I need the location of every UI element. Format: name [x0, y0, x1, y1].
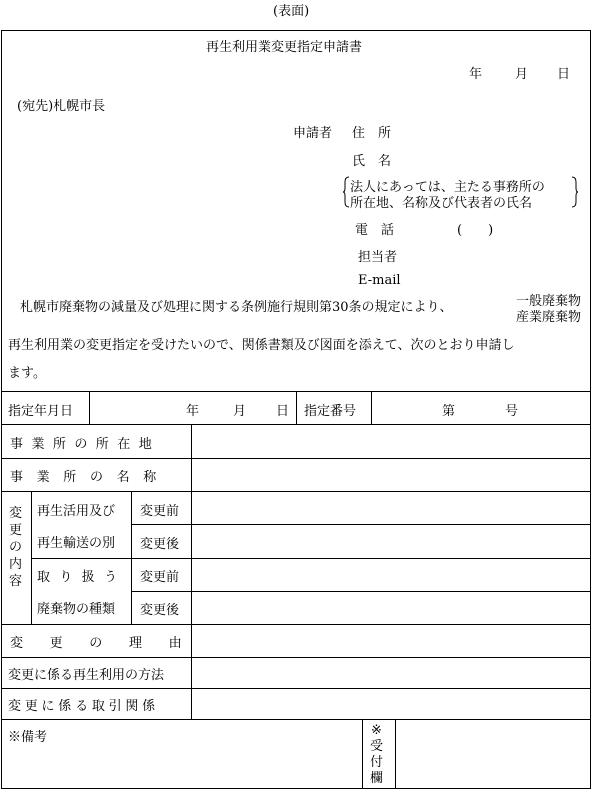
change-content-char: 容 — [9, 574, 23, 589]
waste-kind-label-1: 取 り 扱 う — [37, 570, 120, 585]
side-label: (表面) — [273, 4, 310, 19]
waste-type-industrial: 産業廃棄物 — [516, 310, 582, 325]
row-line — [1, 688, 591, 689]
phone-label: 電 話 — [355, 223, 395, 238]
designation-month-label: 月 — [233, 404, 247, 419]
change-content-char: 更 — [9, 523, 23, 538]
reason-label: 変更の理由 — [10, 636, 209, 651]
method-label: 変更に係る再生利用の方法 — [8, 668, 165, 683]
form-title: 再生利用業変更指定申請書 — [206, 40, 363, 55]
date-month-label: 月 — [515, 67, 529, 82]
email-label: E-mail — [358, 273, 401, 288]
change-content-char: 変 — [9, 506, 23, 521]
addressee: (宛先)札幌市長 — [17, 99, 106, 114]
row-line — [1, 424, 591, 425]
waste-after-label: 変更後 — [140, 603, 180, 618]
reception-char: 受 — [370, 739, 384, 754]
reception-char: 付 — [370, 755, 384, 770]
corp-note-line2: 所在地、名称及び代表者の氏名 — [350, 196, 533, 211]
name-label: 氏 名 — [352, 154, 392, 169]
waste-before-label: 変更前 — [140, 570, 180, 585]
change-content-char: の — [9, 540, 23, 555]
col-line — [362, 719, 363, 789]
office-name-label: 事業所の名称 — [10, 470, 170, 485]
row-line — [131, 524, 591, 525]
row-line — [1, 657, 591, 658]
date-day-label: 日 — [557, 67, 571, 82]
applicant-label: 申請者 — [293, 126, 333, 141]
phone-paren: ( ) — [457, 223, 494, 238]
waste-kind-label-2: 廃棄物の種類 — [37, 602, 116, 617]
recycle-type-label-2: 再生輸送の別 — [37, 536, 116, 551]
recycle-before-label: 変更前 — [140, 504, 180, 519]
waste-type-general: 一般廃棄物 — [516, 294, 582, 309]
col-line — [191, 424, 192, 719]
change-content-char: 内 — [9, 557, 23, 572]
row-line — [1, 624, 591, 625]
remarks-label: ※備考 — [8, 730, 48, 745]
body-line1: 札幌市廃棄物の減量及び処理に関する条例施行規則第30条の規定により、 — [20, 300, 453, 315]
body-line2: 再生利用業の変更指定を受けたいので、関係書類及び図面を添えて、次のとおり申請し — [8, 338, 515, 353]
row-line — [1, 719, 591, 720]
reception-char: ※ — [371, 723, 382, 738]
corp-note — [343, 176, 578, 211]
transaction-label: 変更に係る取引関係 — [8, 699, 159, 714]
col-line — [371, 391, 372, 424]
designation-number-suffix: 号 — [505, 404, 519, 419]
contact-label: 担当者 — [358, 250, 398, 265]
address-label: 住 所 — [352, 126, 392, 141]
row-line — [131, 591, 591, 592]
designation-year-label: 年 — [186, 404, 200, 419]
designation-number-prefix: 第 — [442, 404, 456, 419]
col-line — [131, 491, 132, 624]
date-year-label: 年 — [469, 67, 483, 82]
col-line — [89, 391, 90, 424]
recycle-type-label-1: 再生活用及び — [37, 504, 116, 519]
reception-label — [370, 723, 383, 787]
designation-number-label: 指定番号 — [304, 404, 357, 419]
recycle-after-label: 変更後 — [140, 537, 180, 552]
office-location-label: 事業所の所在地 — [10, 437, 161, 452]
body-line3: ます。 — [8, 366, 46, 381]
designation-day-label: 日 — [276, 404, 290, 419]
col-line — [296, 391, 297, 424]
change-content-label — [9, 505, 22, 590]
reception-char: 欄 — [370, 771, 384, 786]
row-line — [31, 558, 591, 559]
corp-note-line1: 法人にあっては、主たる事務所の — [350, 180, 545, 195]
col-line — [31, 491, 32, 624]
col-line — [395, 719, 396, 789]
row-line — [1, 491, 591, 492]
row-line — [1, 458, 591, 459]
designation-date-label: 指定年月日 — [8, 404, 74, 419]
